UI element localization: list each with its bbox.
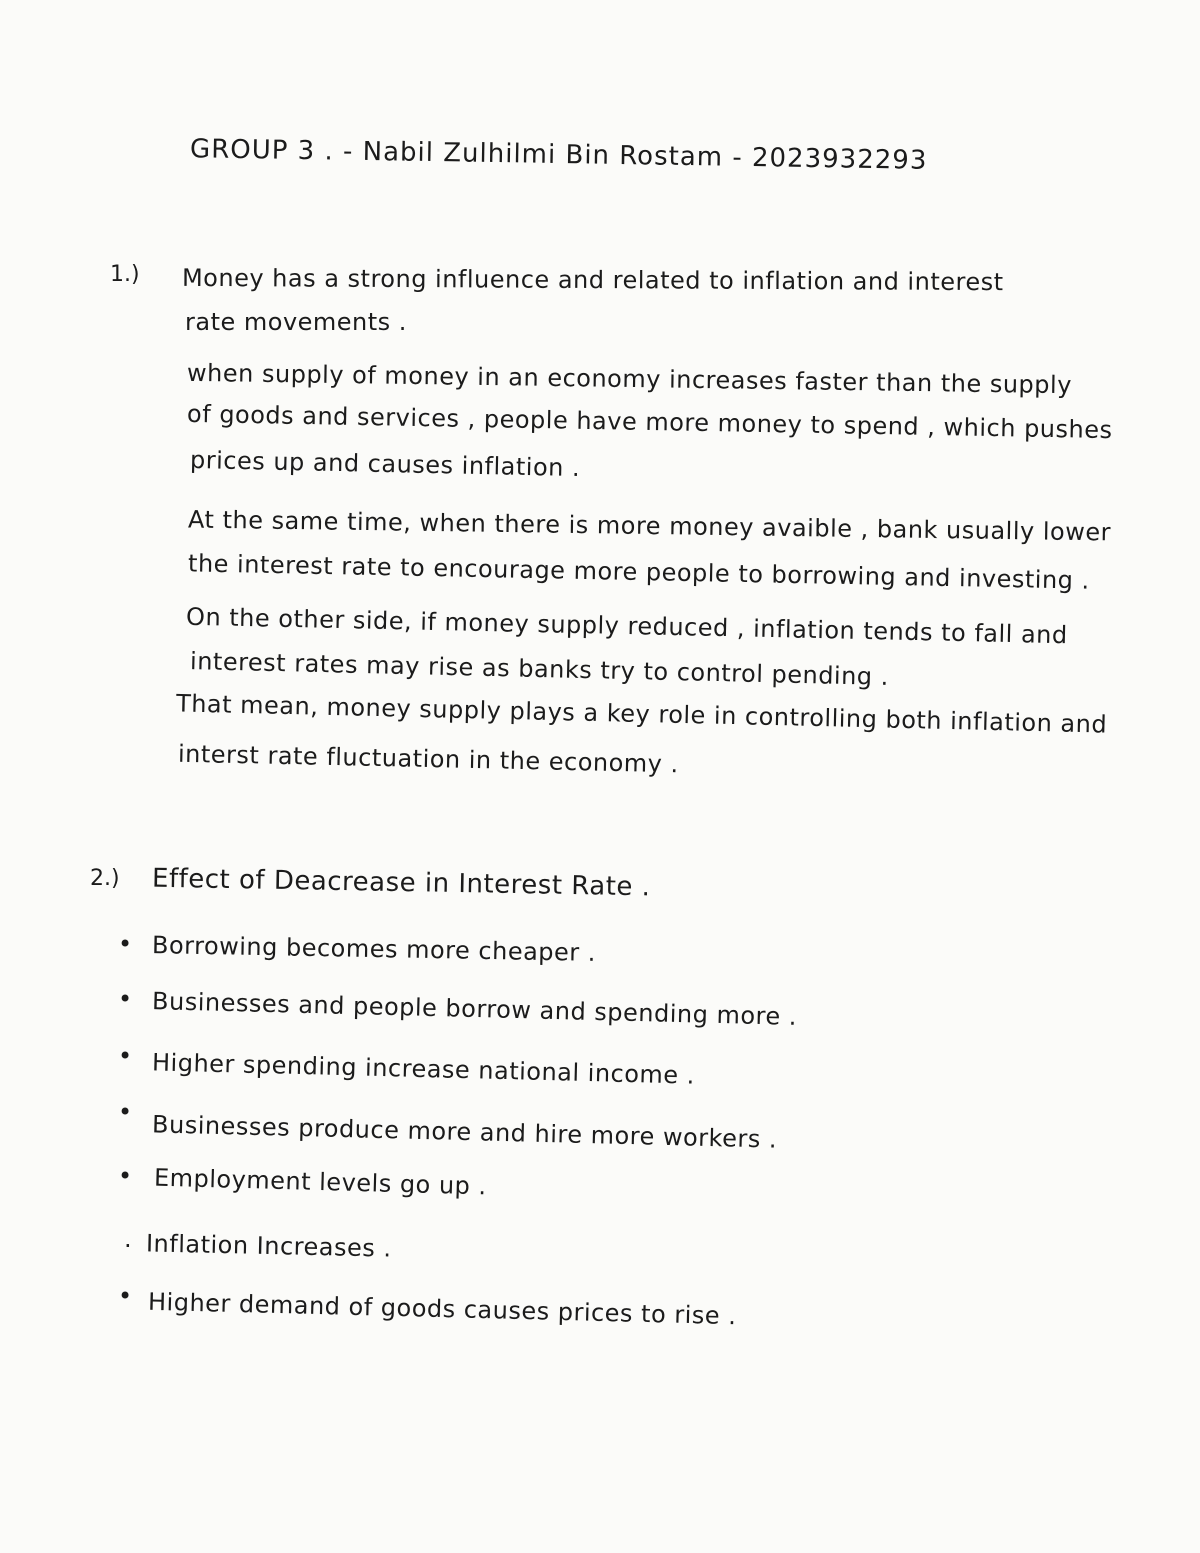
section-1-line: of goods and services , people have more money to spend , which pushes [186, 399, 1113, 445]
section-1-line: That mean, money supply plays a key role in controlling both inflation and [175, 689, 1108, 739]
bullet-dot: • [118, 1042, 133, 1070]
section-1-line: interest rates may rise as banks try to control pending . [189, 647, 890, 691]
bullet-item: Employment levels go up . [153, 1163, 487, 1201]
bullet-item: Inflation Increases . [145, 1229, 392, 1263]
bullet-item: Borrowing becomes more cheaper . [151, 931, 597, 967]
section-1-line: On the other side, if money supply reduced , inflation tends to fall and [185, 602, 1068, 650]
bullet-dot: • [118, 1098, 133, 1126]
bullet-dot: • [118, 1282, 133, 1310]
section-1-line: the interest rate to encourage more people to borrowing and investing . [187, 549, 1090, 595]
section-1-line: rate movements . [185, 308, 407, 336]
section-1-line: At the same time, when there is more money avaible , bank usually lower [187, 505, 1112, 547]
section-2-heading: Effect of Deacrease in Interest Rate . [151, 863, 651, 903]
bullet-item: Businesses and people borrow and spending more . [151, 987, 798, 1031]
header-line: GROUP 3 . - Nabil Zulhilmi Bin Rostam - 2023932293 [189, 134, 928, 176]
bullet-item: Higher spending increase national income . [151, 1048, 696, 1090]
bullet-dot: • [118, 985, 133, 1013]
section-1-line: interst rate fluctuation in the economy . [177, 739, 679, 779]
section-2-number: 2.) [90, 866, 120, 891]
section-1-line: Money has a strong influence and related to inflation and interest [181, 263, 1004, 297]
section-1-line: when supply of money in an economy increases faster than the supply [186, 358, 1073, 400]
section-1-number: 1.) [110, 262, 140, 287]
bullet-dot: • [118, 1162, 133, 1190]
bullet-item: Businesses produce more and hire more workers . [151, 1110, 778, 1154]
bullet-dot: · [124, 1232, 132, 1260]
bullet-dot: • [118, 930, 133, 958]
bullet-item: Higher demand of goods causes prices to rise . [147, 1287, 737, 1331]
section-1-line: prices up and causes inflation . [189, 445, 581, 483]
